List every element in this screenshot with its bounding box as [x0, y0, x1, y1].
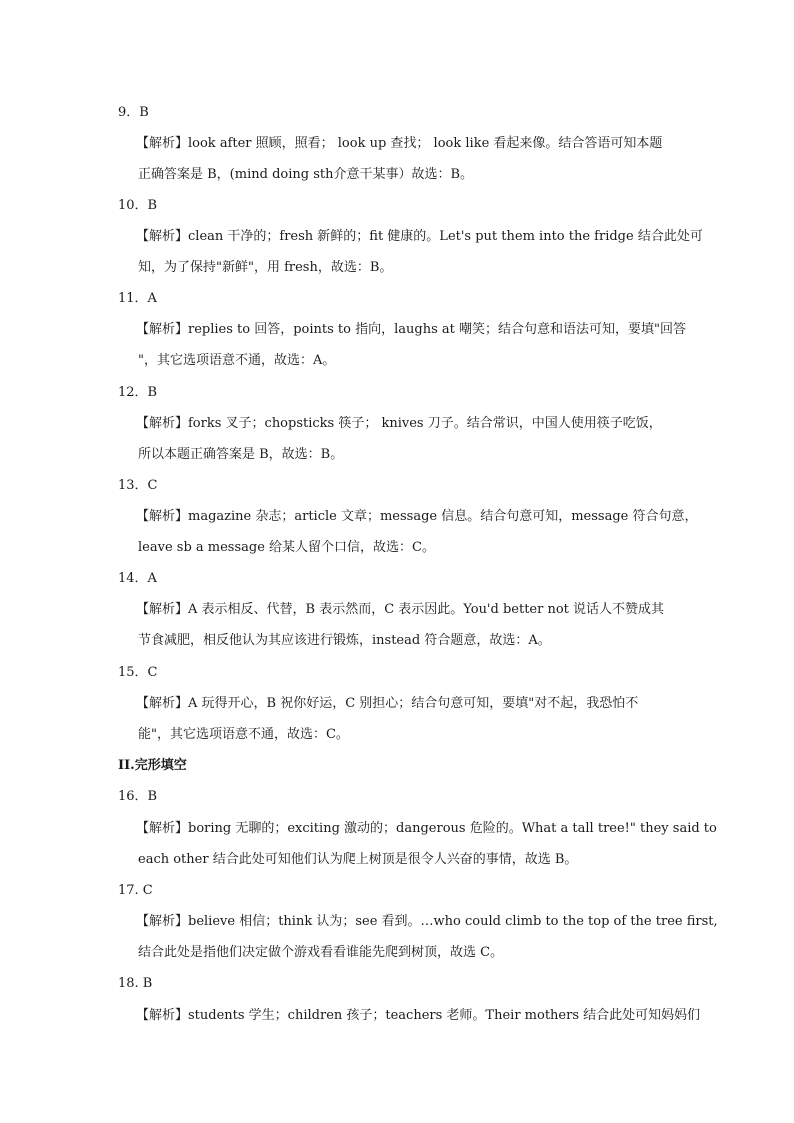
explanation-line: "，其它选项语意不通，故选：A。: [138, 353, 336, 368]
explanation-line: 知，为了保持"新鲜"，用 fresh，故选：B。: [138, 260, 393, 275]
explanation-line: 正确答案是 B，(mind doing sth介意干某事）故选：B。: [138, 167, 474, 182]
explanation-line: 能"，其它选项语意不通，故选：C。: [138, 727, 349, 742]
explanation-line: 【解析】students 学生；children 孩子；teachers 老师。Their mothers 结合此处可知妈妈们: [136, 1008, 701, 1023]
explanation-line: 【解析】clean 干净的；fresh 新鲜的；fit 健康的。Let's put them into the fridge 结合此处可: [136, 229, 703, 244]
explanation-line: 【解析】magazine 杂志；article 文章；message 信息。结合句意可知，message 符合句意，: [136, 509, 698, 524]
explanation-line: 【解析】A 表示相反、代替，B 表示然而，C 表示因此。You'd better not 说话人不赞成其: [136, 602, 665, 617]
explanation-line: 【解析】believe 相信；think 认为；see 看到。…who could climb to the top of the tree first,: [136, 914, 718, 929]
explanation-line: 【解析】replies to 回答，points to 指向，laughs at 嘲笑；结合句意和语法可知，要填"回答: [136, 322, 686, 337]
answer-number: 14．A: [118, 571, 157, 586]
explanation-line: 【解析】boring 无聊的；exciting 激动的；dangerous 危险的。What a tall tree!" they said to: [136, 821, 717, 836]
answer-number: 13．C: [118, 478, 158, 493]
answer-number: 17. C: [118, 883, 153, 898]
explanation-line: 【解析】look after 照顾，照看； look up 查找； look like 看起来像。结合答语可知本题: [136, 136, 663, 151]
explanation-line: 节食减肥，相反他认为其应该进行锻炼，instead 符合题意，故选：A。: [138, 633, 551, 648]
explanation-line: 【解析】A 玩得开心，B 祝你好运，C 别担心；结合句意可知，要填"对不起，我恐怕不: [136, 696, 639, 711]
explanation-line: 结合此处是指他们决定做个游戏看看谁能先爬到树顶，故选 C。: [138, 945, 504, 960]
answer-number: 12．B: [118, 385, 158, 400]
explanation-line: each other 结合此处可知他们认为爬上树顶是很令人兴奋的事情，故选 B。: [138, 852, 578, 867]
explanation-line: leave sb a message 给某人留个口信，故选：C。: [138, 540, 435, 555]
explanation-line: 所以本题正确答案是 B，故选：B。: [138, 447, 344, 462]
answer-number: 16．B: [118, 789, 158, 804]
answer-number: 15．C: [118, 665, 158, 680]
answer-number: 10．B: [118, 198, 158, 213]
answer-number: 9．B: [118, 105, 149, 120]
explanation-line: 【解析】forks 叉子；chopsticks 筷子； knives 刀子。结合常识，中国人使用筷子吃饭，: [136, 416, 662, 431]
answer-number: 18. B: [118, 976, 153, 991]
section-title: II.完形填空: [118, 758, 187, 773]
answer-number: 11．A: [118, 291, 157, 306]
